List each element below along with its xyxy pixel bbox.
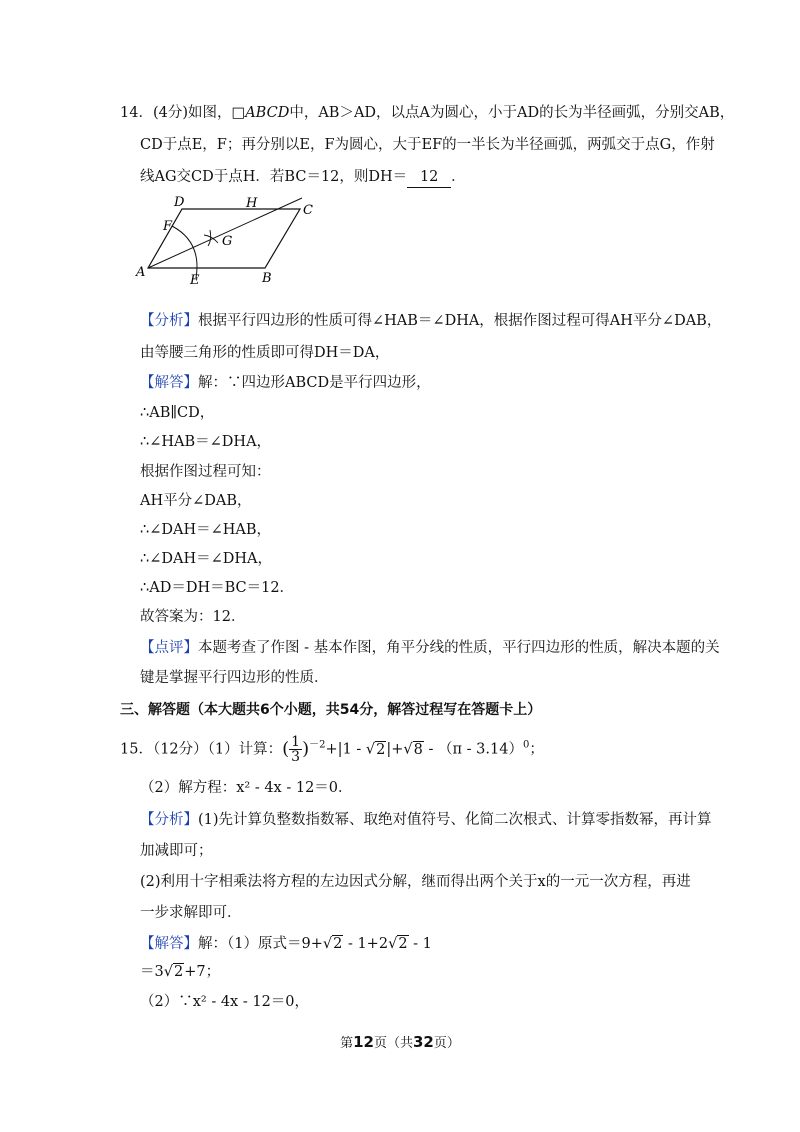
radicand: 2	[333, 936, 343, 952]
radicand: 8	[413, 741, 423, 758]
analysis-text: 根据平行四边形的性质可得∠HAB＝∠DHA，根据作图过程可得AH平分∠DAB，	[198, 313, 722, 329]
q14-text: ABCD	[245, 105, 290, 121]
solution-text: ＝3	[140, 964, 164, 980]
solution-text: - 1+2	[343, 936, 389, 952]
page-footer	[0, 1032, 800, 1051]
solution-text: - 1	[408, 936, 432, 952]
footer-text: 第	[340, 1036, 354, 1051]
fraction-denominator: 3	[291, 749, 301, 765]
radicand: 2	[398, 936, 408, 952]
q15-text: ；	[529, 741, 544, 758]
analysis-tag: 【分析】	[140, 313, 198, 329]
footer-text: 页（共	[373, 1036, 413, 1051]
q14-text: ．	[451, 169, 466, 185]
q15-text: - （π - 3.14）	[423, 741, 523, 758]
arc-ef	[172, 226, 197, 278]
q14-answer: 12	[407, 167, 451, 188]
label-b: B	[262, 271, 272, 286]
solution-tag: 【解答】	[140, 936, 198, 952]
page-number: 12	[353, 1033, 374, 1051]
solution-text: 解：∵四边形ABCD是平行四边形，	[198, 375, 431, 391]
total-pages: 32	[413, 1033, 434, 1051]
label-d: D	[174, 195, 185, 210]
exponent: －2	[309, 739, 326, 751]
comment14-line-2: 键是掌握平行四边形的性质．	[140, 670, 329, 686]
solution15-line-2: ＝3√2+7；	[140, 964, 221, 980]
label-h: H	[246, 196, 258, 211]
solution-text: 解：（1）原式＝9+	[198, 936, 323, 952]
solution14-line-3: ∴∠HAB＝∠DHA，	[140, 434, 272, 450]
q15-text: 15．（12分）（1）计算：	[120, 741, 283, 758]
analysis-tag: 【分析】	[140, 812, 198, 828]
solution-tag: 【解答】	[140, 375, 198, 391]
parallelogram-symbol: □	[231, 105, 246, 121]
analysis14-line-1	[140, 311, 721, 331]
solution14-line-4: 根据作图过程可知：	[140, 464, 271, 480]
q14-text: 中，AB＞AD，以点A为圆心，小于AD的长为半径画弧，分别交AB，	[289, 105, 735, 121]
q15-line-1: 15．（12分）（1）计算：( $\frac{1}{3}$ )$^{-2}$+|1 - √2|+√8 - （π - 3.14）$^0$；	[120, 734, 544, 765]
solution15-line-3: （2）∵x² - 4x - 12＝0，	[140, 994, 310, 1010]
q15-text: |+	[386, 741, 404, 758]
solution14-line-1	[140, 373, 431, 393]
q14-line-2: CD于点E，F；再分别以E，F为圆心，大于EF的一半长为半径画弧，两弧交于点G，作射	[140, 137, 715, 153]
q14-text: 14．(4分)如图，	[120, 105, 232, 121]
analysis15-line-3: (2)利用十字相乘法将方程的左边因式分解，继而得出两个关于x的一元一次方程，再进	[140, 874, 691, 890]
q14-text: 线AG交CD于点H．若BC＝12，则DH＝	[140, 169, 408, 185]
solution14-line-2: ∴AB∥CD，	[140, 405, 215, 421]
solution15-line-1: 【解答】解：（1）原式＝9+√2 - 1+2√2 - 1	[140, 936, 432, 952]
label-f: F	[163, 219, 173, 234]
analysis15-line-1	[140, 810, 712, 830]
solution14-line-7: ∴∠DAH＝∠DHA，	[140, 551, 273, 567]
solution14-line-9: 故答案为：12．	[140, 609, 246, 625]
parallelogram-figure	[130, 190, 330, 290]
solution14-line-8: ∴AD＝DH＝BC＝12．	[140, 580, 295, 596]
label-a: A	[136, 265, 146, 280]
analysis-text: (1)先计算负整数指数幂、取绝对值符号、化简二次根式、计算零指数幂，再计算	[198, 812, 712, 828]
fraction	[289, 735, 302, 764]
footer-text: 页）	[433, 1036, 460, 1051]
comment14-line-1	[140, 638, 720, 658]
radicand: 2	[173, 964, 184, 980]
analysis14-line-2: 由等腰三角形的性质即可得DH＝DA，	[140, 345, 390, 361]
q14-line-3	[140, 167, 466, 188]
q14-line-1	[120, 103, 734, 123]
comment-text: 本题考查了作图 - 基本作图，角平分线的性质，平行四边形的性质，解决本题的关	[198, 640, 720, 656]
arc-g2	[208, 230, 211, 246]
label-g: G	[222, 234, 233, 249]
solution-text: +7；	[184, 964, 221, 980]
exponent: 0	[522, 739, 530, 751]
fraction-numerator: 1	[291, 734, 301, 750]
q15-line-2: （2）解方程：x² - 4x - 12＝0．	[140, 780, 353, 796]
comment-tag: 【点评】	[140, 640, 198, 656]
section-title: 三、解答题（本大题共6个小题，共54分，解答过程写在答题卡上）	[120, 702, 542, 718]
label-e: E	[190, 273, 200, 288]
label-c: C	[303, 203, 313, 218]
q15-text: +|1 -	[325, 741, 366, 758]
radicand: 2	[376, 741, 386, 758]
solution14-line-6: ∴∠DAH＝∠HAB，	[140, 522, 272, 538]
analysis15-line-2: 加减即可；	[140, 843, 213, 859]
analysis15-line-4: 一步求解即可．	[140, 905, 242, 921]
solution14-line-5: AH平分∠DAB，	[140, 493, 252, 509]
